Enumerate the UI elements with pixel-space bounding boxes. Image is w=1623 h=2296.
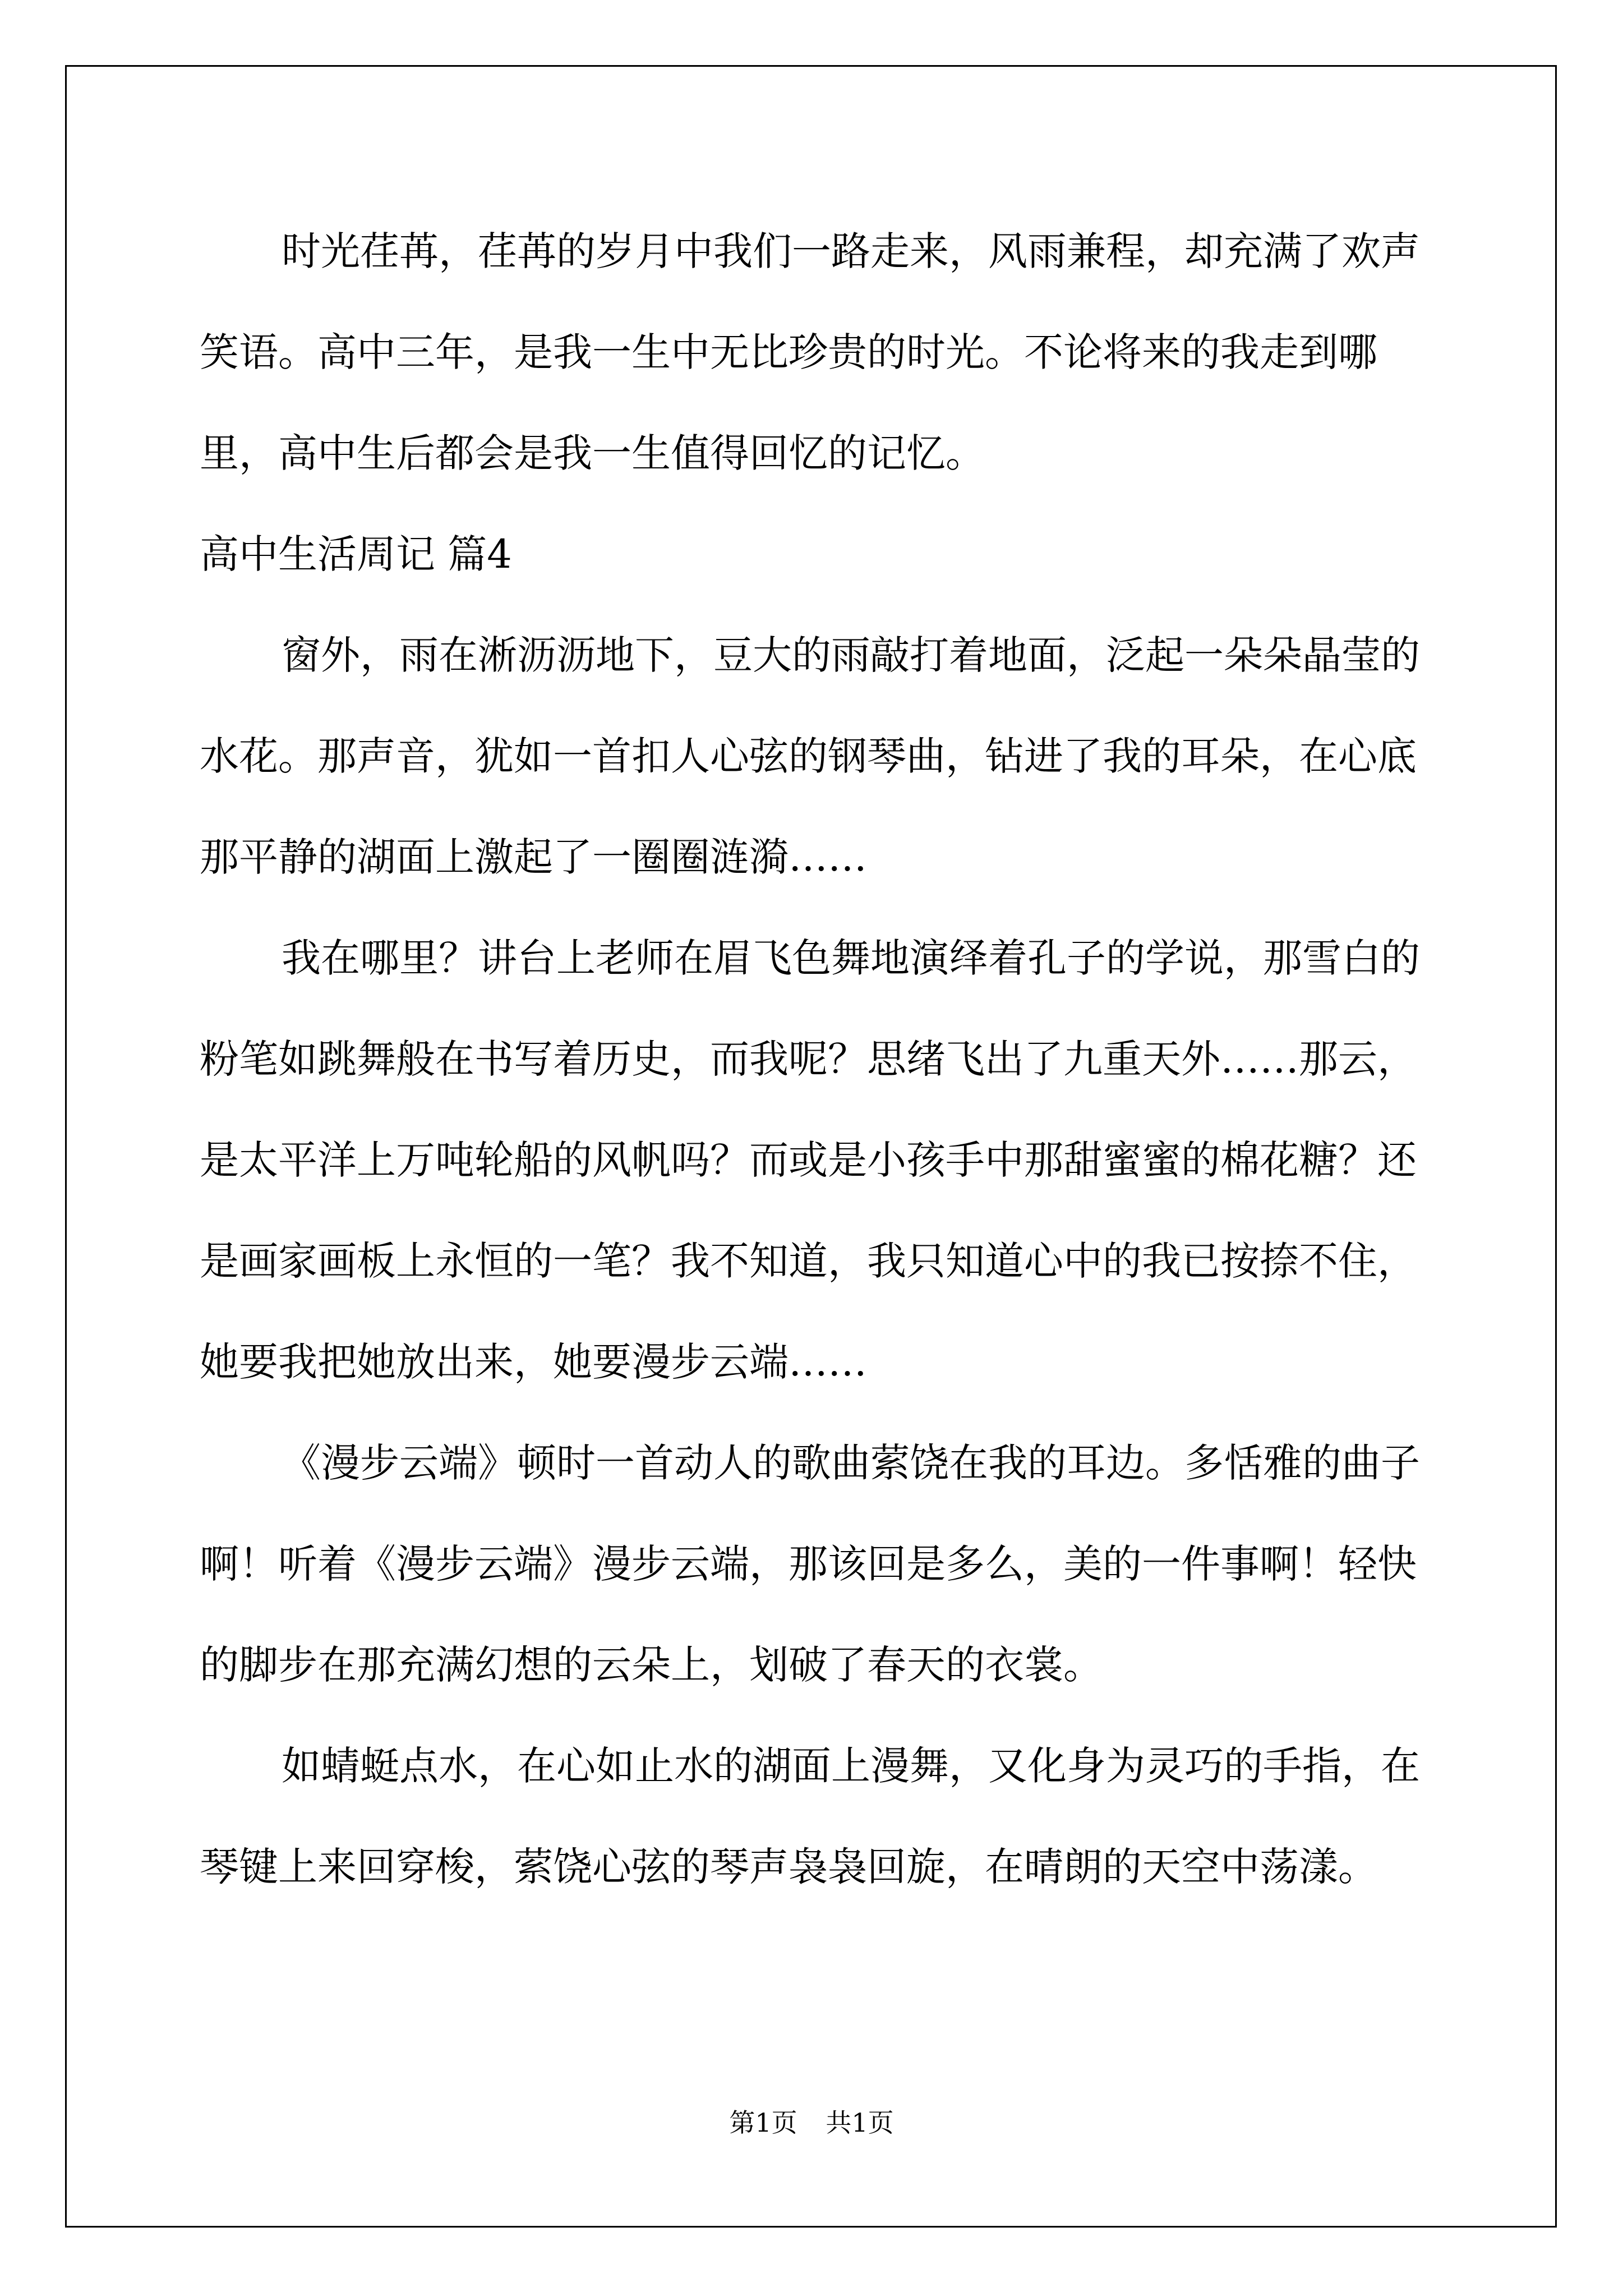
paragraph-4: 《漫步云端》顿时一首动人的歌曲萦饶在我的耳边。多恬雅的曲子啊！听着《漫步云端》漫步云端，那该回是多么，美的一件事啊！轻快的脚步在那充满幻想的云朵上，划破了春天的衣裳。 <box>200 1440 1420 1688</box>
paragraph-5: 如蜻蜓点水，在心如止水的湖面上漫舞，又化身为灵巧的手指，在琴键上来回穿梭，萦饶心弦的琴声袅袅回旋，在晴朗的天空中荡漾。 <box>200 1743 1420 1890</box>
page-number-current: 第1页 <box>729 2108 797 2138</box>
paragraph-1: 时光荏苒，荏苒的岁月中我们一路走来，风雨兼程，却充满了欢声笑语。高中三年，是我一生中无比珍贵的时光。不论将来的我走到哪里，高中生后都会是我一生值得回忆的记忆。 <box>200 228 1420 476</box>
page-footer <box>0 2102 1623 2139</box>
document-body <box>200 201 1433 1917</box>
section-heading: 高中生活周记 篇4 <box>200 531 512 577</box>
paragraph-3: 我在哪里？讲台上老师在眉飞色舞地演绎着孔子的学说，那雪白的粉笔如跳舞般在书写着历史，而我呢？思绪飞出了九重天外……那云，是太平洋上万吨轮船的风帆吗？而或是小孩手中那甜蜜蜜的棉花糖？还是画家画板上永恒的一笔？我不知道，我只知道心中的我已按捺不住，她要我把她放出来，她要漫步云端…… <box>200 935 1420 1385</box>
paragraph-2: 窗外，雨在淅沥沥地下，豆大的雨敲打着地面，泛起一朵朵晶莹的水花。那声音，犹如一首扣人心弦的钢琴曲，钻进了我的耳朵，在心底那平静的湖面上激起了一圈圈涟漪…… <box>200 632 1420 880</box>
page-number-total: 共1页 <box>826 2108 894 2138</box>
